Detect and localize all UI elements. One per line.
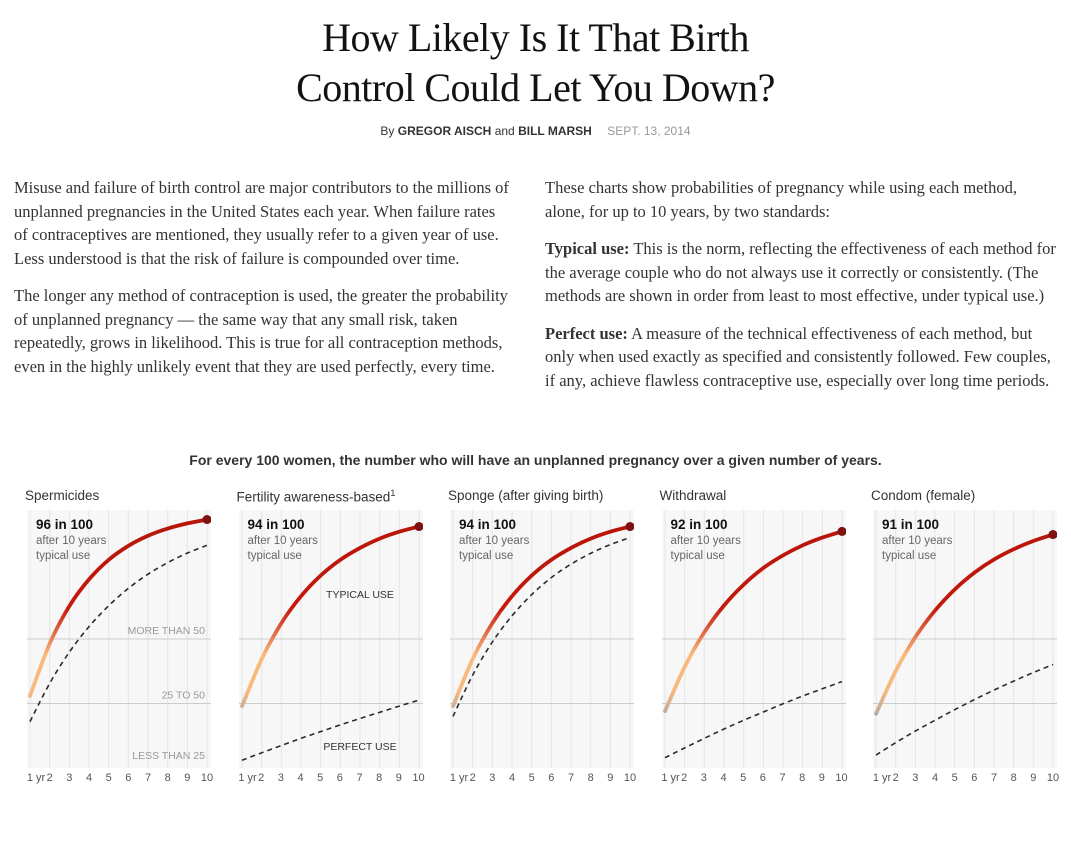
x-axis-label-3: 3 — [66, 772, 73, 784]
x-axis-label-1: 1 yr — [872, 772, 892, 784]
chart-title-fertility-awareness-based: Fertility awareness-based$^1$ — [236, 488, 396, 505]
x-axis-label-7: 7 — [990, 772, 998, 784]
chart-title-spermicides: Spermicides — [25, 488, 100, 503]
byline-author-2: BILL MARSH — [518, 124, 592, 138]
x-axis-label-6: 6 — [548, 772, 555, 784]
chart-canvas-spermicides — [27, 510, 211, 768]
chart-plot-sponge-after-giving-birth — [450, 510, 634, 768]
x-axis-label-7: 7 — [356, 772, 363, 784]
x-axis-label-5: 5 — [740, 772, 747, 784]
x-axis-label-1: 1 yr — [449, 772, 469, 784]
byline-author-1: GREGOR AISCH — [397, 124, 492, 138]
chart-plot-condom-female — [873, 510, 1057, 768]
intro-right-column — [545, 176, 1057, 406]
x-axis-label-6: 6 — [336, 772, 343, 784]
callout-subtext: after 10 years typical use — [670, 535, 741, 562]
typical-use-series-label: TYPICAL USE — [325, 589, 394, 601]
band-label-more-than-50: MORE THAN 50 — [127, 625, 205, 637]
x-axis-label-2: 2 — [258, 772, 265, 784]
typical-use-definition — [545, 237, 1057, 308]
headline-line1: How Likely Is It That Birth — [322, 15, 749, 60]
x-axis-condom-female — [872, 772, 1060, 788]
x-axis-label-9: 9 — [818, 772, 825, 784]
x-axis-label-1: 1 yr — [238, 772, 257, 784]
x-axis-label-4: 4 — [931, 772, 939, 784]
perfect-use-text: A measure of the technical effectiveness of each method, but only when used exactly as specified and consistently followed. Few couples, if any, achieve flawless contraceptive use, especially over long time periods. — [545, 323, 1051, 390]
byline — [0, 124, 1071, 138]
x-axis-label-2: 2 — [681, 772, 688, 784]
x-axis-label-9: 9 — [395, 772, 402, 784]
chart-canvas-withdrawal — [662, 510, 846, 768]
headline-line2: Control Could Let You Down? — [296, 65, 775, 110]
x-axis-withdrawal — [662, 772, 846, 788]
callout-subtext: after 10 years typical use — [36, 535, 107, 562]
charts-section-header: For every 100 women, the number who will have an unplanned pregnancy over a given number of years. — [189, 452, 882, 468]
x-axis-label-2: 2 — [46, 772, 53, 784]
chart-condom-female — [860, 488, 1060, 788]
chart-title-withdrawal: Withdrawal — [659, 488, 727, 503]
chart-spermicides — [14, 488, 214, 788]
chart-title-condom-female: Condom (female) — [871, 488, 976, 503]
callout-value: 92 in 100 — [670, 517, 728, 532]
x-axis-label-3: 3 — [912, 772, 919, 784]
x-axis-label-4: 4 — [508, 772, 516, 784]
chart-canvas-fertility-awareness-based — [239, 510, 423, 768]
x-axis-label-10: 10 — [835, 772, 848, 784]
x-axis-label-6: 6 — [125, 772, 132, 784]
chart-plot-fertility-awareness-based — [239, 510, 423, 768]
typical-use-text: This is the norm, reflecting the effectiveness of each method for the average couple who do not always use it correctly or consistently. (The methods are shown in order from least to most effective, under typical use.) — [545, 239, 1056, 305]
x-axis-label-4: 4 — [85, 772, 93, 784]
chart-plot-spermicides — [27, 510, 211, 768]
intro-section — [14, 176, 1057, 406]
callout-subtext: after 10 years typical use — [247, 535, 318, 562]
x-axis-label-3: 3 — [277, 772, 284, 784]
x-axis-label-5: 5 — [951, 772, 958, 784]
x-axis-label-1: 1 yr — [26, 772, 46, 784]
x-axis-label-9: 9 — [184, 772, 191, 784]
x-axis-label-8: 8 — [164, 772, 171, 784]
x-axis-label-10: 10 — [623, 772, 637, 784]
callout-value: 96 in 100 — [36, 517, 94, 532]
page-title — [0, 13, 1071, 113]
x-axis-label-5: 5 — [528, 772, 535, 784]
x-axis-label-10: 10 — [412, 772, 425, 784]
chart-canvas-sponge-after-giving-birth — [450, 510, 634, 768]
x-axis-label-10: 10 — [1046, 772, 1060, 784]
chart-title-sponge-after-giving-birth: Sponge (after giving birth) — [448, 488, 604, 503]
byline-date: SEPT. 13, 2014 — [607, 124, 691, 138]
callout-subtext: after 10 years typical use — [459, 535, 530, 562]
x-axis-label-8: 8 — [1010, 772, 1017, 784]
x-axis-label-2: 2 — [469, 772, 476, 784]
x-axis-label-3: 3 — [700, 772, 707, 784]
band-label-25-to-50: 25 TO 50 — [161, 689, 205, 702]
footnote-marker: 1 — [390, 488, 396, 498]
x-axis-label-5: 5 — [105, 772, 112, 784]
intro-paragraph-1: Misuse and failure of birth control are major contributors to the millions of unplanned pregnancies in the United States each year. When failure rates of contraceptives are mentioned, they usually refer to a given year of use. Less understood is that the risk of failure is compounded over time. — [14, 178, 509, 268]
callout-value: 94 in 100 — [459, 517, 517, 532]
x-axis-label-7: 7 — [779, 772, 786, 784]
chart-plot-withdrawal — [662, 510, 846, 768]
x-axis-label-8: 8 — [799, 772, 806, 784]
callout-value: 94 in 100 — [247, 517, 305, 532]
perfect-use-definition — [545, 322, 1057, 393]
band-label-less-than-25: LESS THAN 25 — [132, 750, 205, 762]
x-axis-spermicides — [26, 772, 214, 788]
chart-canvas-condom-female — [873, 510, 1057, 768]
perfect-use-series-label: PERFECT USE — [322, 741, 397, 753]
x-axis-label-2: 2 — [892, 772, 899, 784]
callout-value: 91 in 100 — [882, 517, 940, 532]
x-axis-label-9: 9 — [607, 772, 614, 784]
x-axis-label-5: 5 — [317, 772, 324, 784]
x-axis-label-7: 7 — [144, 772, 152, 784]
x-axis-label-8: 8 — [587, 772, 594, 784]
chart-withdrawal — [649, 488, 846, 788]
x-axis-sponge-after-giving-birth — [449, 772, 637, 788]
x-axis-label-4: 4 — [720, 772, 727, 784]
charts-row — [14, 488, 1060, 788]
x-axis-label-7: 7 — [567, 772, 575, 784]
x-axis-label-9: 9 — [1030, 772, 1037, 784]
perfect-use-lead: Perfect use: — [545, 323, 628, 343]
x-axis-label-1: 1 yr — [661, 772, 680, 784]
chart-sponge-after-giving-birth — [437, 488, 637, 788]
typical-use-lead: Typical use: — [545, 239, 630, 258]
intro-paragraph-2: The longer any method of contraception is used, the greater the probability of unplanned pregnancy — the same way that any small risk, taken repeatedly, grows in likelihood. This is true for all contraception methods, even in the highly unlikely event that they are used perfectly, every time. — [14, 286, 508, 376]
byline-by: By — [380, 124, 395, 138]
byline-and: and — [494, 124, 515, 138]
x-axis-label-3: 3 — [489, 772, 496, 784]
x-axis-label-10: 10 — [200, 772, 214, 784]
x-axis-label-8: 8 — [376, 772, 383, 784]
intro-paragraph-3: These charts show probabilities of pregnancy while using each method, alone, for up to 10 years, by two standards: — [545, 178, 1017, 221]
intro-left-column — [14, 176, 510, 406]
x-axis-fertility-awareness-based — [239, 772, 423, 788]
x-axis-label-6: 6 — [759, 772, 766, 784]
x-axis-label-6: 6 — [971, 772, 978, 784]
callout-subtext: after 10 years typical use — [882, 535, 953, 562]
x-axis-label-4: 4 — [297, 772, 304, 784]
chart-fertility-awareness-based — [226, 488, 423, 788]
